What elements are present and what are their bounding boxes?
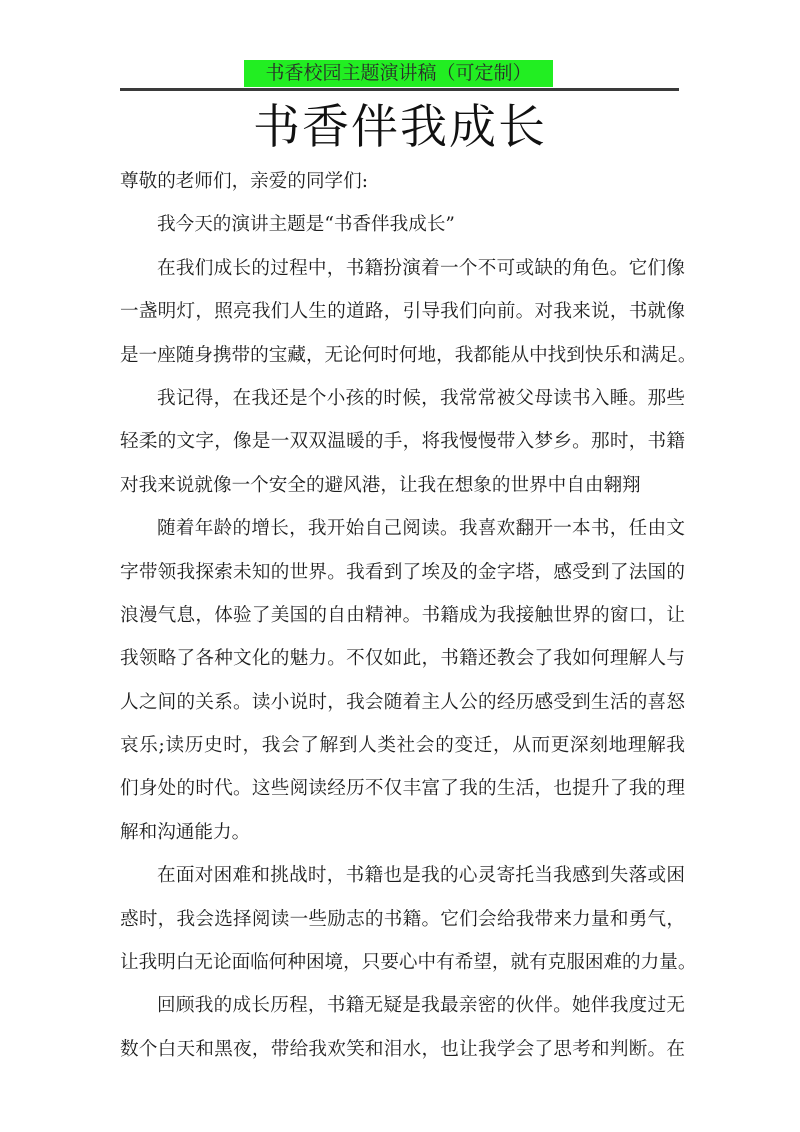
- text-line: 字带领我探索未知的世界。我看到了埃及的金字塔，感受到了法国的: [120, 561, 685, 583]
- template-banner-text: 书香校园主题演讲稿（可定制）: [265, 62, 532, 84]
- header-divider: [120, 88, 679, 91]
- text-line: 轻柔的文字，像是一双双温暖的手，将我慢慢带入梦乡。那时，书籍: [120, 431, 685, 453]
- text-line: 让我明白无论面临何种困境，只要心中有希望，就有克服困难的力量。: [120, 952, 697, 974]
- text-line: 哀乐;读历史时，我会了解到人类社会的变迁，从而更深刻地理解我: [120, 735, 685, 757]
- text-line: 回顾我的成长历程，书籍无疑是我最亲密的伙伴。她伴我度过无: [157, 995, 685, 1017]
- text-line: 在我们成长的过程中，书籍扮演着一个不可或缺的角色。它们像: [157, 257, 685, 279]
- text-line: 人之间的关系。读小说时，我会随着主人公的经历感受到生活的喜怒: [120, 691, 685, 713]
- text-line: 惑时，我会选择阅读一些励志的书籍。它们会给我带来力量和勇气，: [120, 908, 685, 930]
- text-line: 解和沟通能力。: [120, 821, 251, 843]
- text-line: 在面对困难和挑战时，书籍也是我的心灵寄托当我感到失落或困: [157, 865, 685, 887]
- text-line: 浪漫气息，体验了美国的自由精神。书籍成为我接触世界的窗口，让: [120, 604, 685, 626]
- text-line: 对我来说就像一个安全的避风港，让我在想象的世界中自由翱翔: [120, 474, 641, 496]
- text-line: 随着年龄的增长，我开始自己阅读。我喜欢翻开一本书，任由文: [157, 518, 685, 540]
- template-banner: [244, 60, 553, 87]
- text-line: 一盏明灯，照亮我们人生的道路，引导我们向前。对我来说，书就像: [120, 301, 685, 323]
- greeting-line: 尊敬的老师们，亲爱的同学们:: [120, 171, 368, 192]
- speech-body: [120, 160, 697, 1071]
- text-line: 们身处的时代。这些阅读经历不仅丰富了我的生活，也提升了我的理: [120, 778, 685, 800]
- text-line: 是一座随身携带的宝藏，无论何时何地，我都能从中找到快乐和满足。: [120, 344, 697, 366]
- text-line: 数个白天和黑夜，带给我欢笑和泪水，也让我学会了思考和判断。在: [120, 1038, 685, 1060]
- text-line: 我记得，在我还是个小孩的时候，我常常被父母读书入睡。那些: [157, 387, 685, 409]
- text-line: 我今天的演讲主题是“书香伴我成长”: [157, 214, 455, 236]
- document-title: 书香伴我成长: [253, 100, 547, 155]
- text-line: 我领略了各种文化的魅力。不仅如此，书籍还教会了我如何理解人与: [120, 648, 685, 670]
